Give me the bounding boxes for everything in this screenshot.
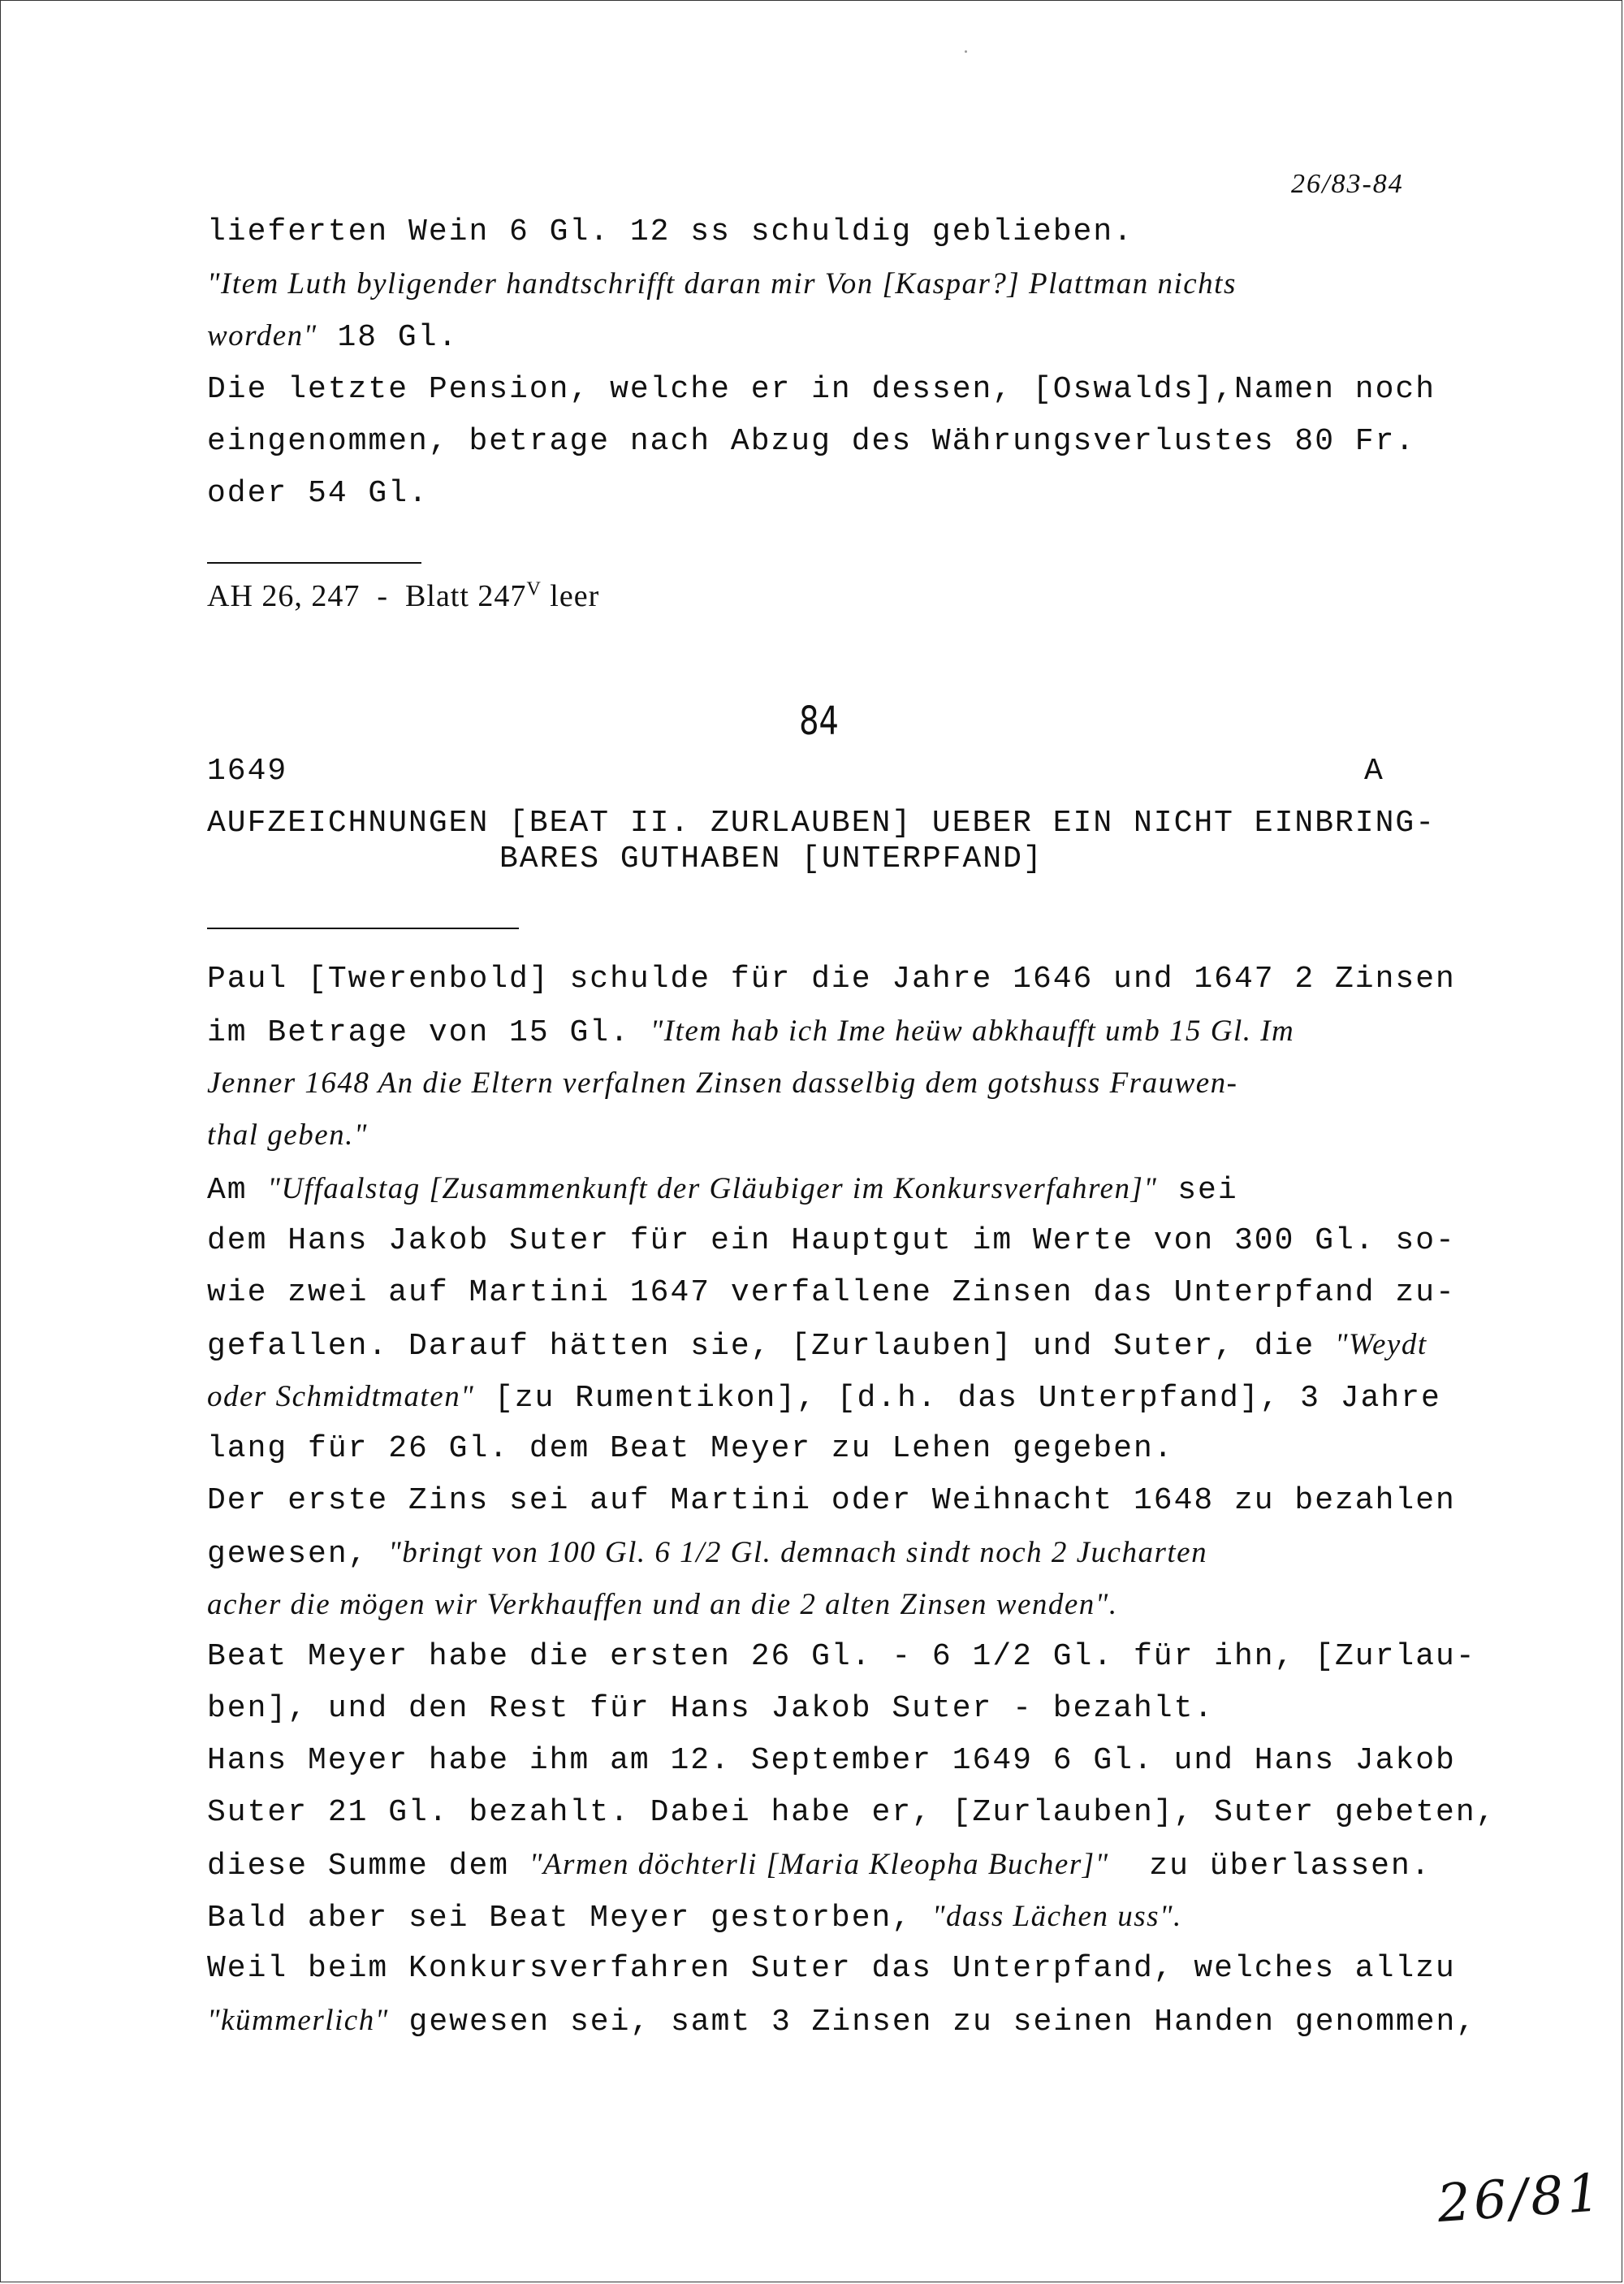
body-line-3: Jenner 1648 An die Eltern verfalnen Zinsen dasselbig dem gotshuss Frauwen-: [207, 1066, 1238, 1100]
body-line-14: Beat Meyer habe die ersten 26 Gl. - 6 1/2 Gl. für ihn, [Zurlau-: [207, 1639, 1476, 1674]
scan-speck: [965, 50, 967, 53]
page-reference: 26/83-84: [1291, 169, 1404, 199]
continuation-line-2-quote: "Item Luth byligender handtschrifft daran mir Von [Kaspar?] Plattman nichts: [207, 267, 1237, 301]
body-text: Bald aber sei Beat Meyer gestorben,: [207, 1901, 932, 1936]
body-line-9: [207, 1379, 1441, 1417]
body-text: diese Summe dem: [207, 1849, 529, 1884]
quote-end: worden": [207, 319, 317, 353]
body-line-17: Suter 21 Gl. bezahlt. Dabei habe er, [Zurlauben], Suter gebeten,: [207, 1795, 1497, 1830]
body-line-5: [207, 1171, 1238, 1209]
body-line-16: Hans Meyer habe ihm am 12. September 1649 6 Gl. und Hans Jakob: [207, 1743, 1456, 1778]
body-line-7: wie zwei auf Martini 1647 verfallene Zinsen das Unterpfand zu-: [207, 1275, 1456, 1310]
continuation-line-6: oder 54 Gl.: [207, 476, 429, 511]
body-line-15: ben], und den Rest für Hans Jakob Suter - bezahlt.: [207, 1691, 1215, 1726]
body-quote: "kümmerlich": [207, 2004, 389, 2037]
body-line-11: Der erste Zins sei auf Martini oder Weihnacht 1648 zu bezahlen: [207, 1483, 1456, 1518]
body-quote: "Armen döchterli [Maria Kleopha Bucher]": [529, 1848, 1109, 1881]
body-text: [zu Rumentikon], [d.h. das Unterpfand], 3 Jahre: [474, 1381, 1441, 1416]
body-line-1: Paul [Twerenbold] schulde für die Jahre 1646 und 1647 2 Zinsen: [207, 962, 1456, 997]
body-line-8: [207, 1327, 1427, 1365]
body-line-20: Weil beim Konkursverfahren Suter das Unterpfand, welches allzu: [207, 1951, 1456, 1986]
footnote-rule: [207, 562, 421, 564]
body-line-13: acher die mögen wir Verkhauffen und an die 2 alten Zinsen wenden".: [207, 1588, 1118, 1621]
handwritten-page-reference: 26/81: [1435, 2162, 1605, 2235]
document-letter: A: [1364, 754, 1384, 789]
document-year: 1649: [207, 754, 288, 789]
body-line-19: [207, 1899, 1182, 1936]
body-quote: oder Schmidtmaten": [207, 1380, 475, 1413]
footnote-text-end: leer: [541, 579, 600, 613]
document-title-line-2: BARES GUTHABEN [UNTERPFAND]: [499, 841, 1043, 876]
document-title-line-1: AUFZEICHNUNGEN [BEAT II. ZURLAUBEN] UEBER EIN NICHT EINBRING-: [207, 806, 1436, 841]
document-number: 84: [799, 699, 839, 744]
body-line-6: dem Hans Jakob Suter für ein Hauptgut im Werte von 300 Gl. so-: [207, 1223, 1456, 1258]
body-text: gewesen sei, samt 3 Zinsen zu seinen Handen genommen,: [388, 2005, 1477, 2040]
title-rule: [207, 928, 519, 929]
continuation-line-5: eingenommen, betrage nach Abzug des Währungsverlustes 80 Fr.: [207, 424, 1416, 459]
body-line-10: lang für 26 Gl. dem Beat Meyer zu Lehen gegeben.: [207, 1431, 1174, 1466]
body-text: im Betrage von 15 Gl.: [207, 1015, 650, 1050]
footnote-superscript: V: [526, 578, 542, 600]
body-line-12: [207, 1535, 1207, 1572]
body-quote: "Uffaalstag [Zusammenkunft der Gläubiger im Konkursverfahren]": [267, 1172, 1158, 1205]
continuation-line-3: [207, 318, 458, 356]
footnote-text: AH 26, 247 - Blatt 247: [207, 579, 527, 613]
body-text: gefallen. Darauf hätten sie, [Zurlauben] und Suter, die: [207, 1329, 1336, 1364]
body-quote: "dass Lächen uss".: [931, 1900, 1182, 1933]
body-line-2: [207, 1014, 1294, 1051]
continuation-line-1: lieferten Wein 6 Gl. 12 ss schuldig geblieben.: [207, 214, 1134, 249]
continuation-line-4: Die letzte Pension, welche er in dessen, [Oswalds],Namen noch: [207, 372, 1436, 407]
amount: 18 Gl.: [317, 320, 459, 355]
body-quote: "Item hab ich Ime heüw abkhaufft umb 15 Gl. Im: [650, 1014, 1295, 1048]
body-quote: "Weydt: [1335, 1328, 1427, 1361]
body-quote: "bringt von 100 Gl. 6 1/2 Gl. demnach sindt noch 2 Jucharten: [388, 1536, 1208, 1569]
body-line-4: thal geben.": [207, 1118, 368, 1152]
body-line-18: [207, 1847, 1432, 1884]
body-text: zu überlassen.: [1108, 1849, 1432, 1884]
body-line-21: [207, 2003, 1476, 2040]
body-text: sei: [1157, 1173, 1238, 1208]
footnote: [207, 578, 599, 614]
body-text: Am: [207, 1173, 268, 1208]
body-text: gewesen,: [207, 1537, 389, 1572]
